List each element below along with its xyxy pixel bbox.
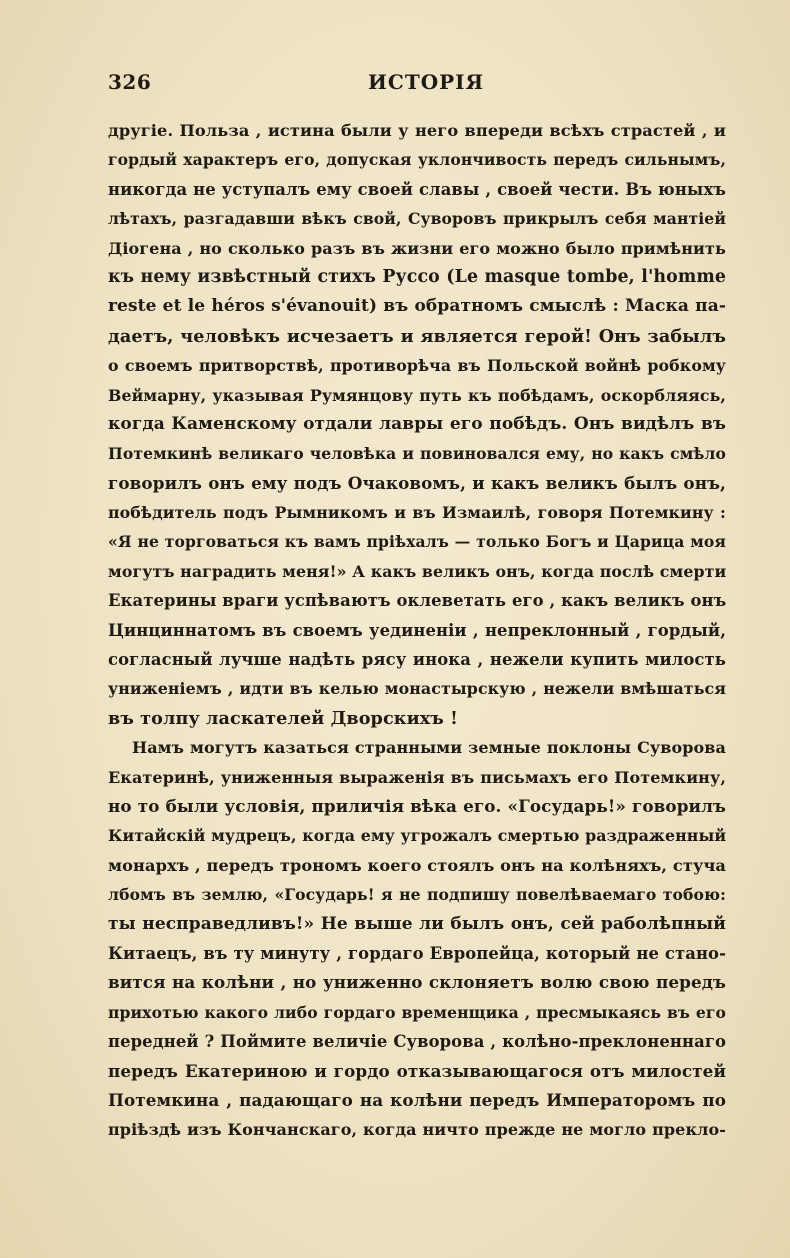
text-line: Веймарну, указывая Румянцову путь къ побѣдамъ, оскорбляясь, xyxy=(108,385,726,405)
text-line: могутъ наградить меня!» А какъ великъ онъ, когда послѣ смерти xyxy=(108,561,727,581)
text-line: передней ? Поймите величіе Суворова , колѣно-преклоненнаго xyxy=(108,1032,726,1052)
page-number: 326 xyxy=(108,70,152,94)
text-line: униженіемъ , идти въ келью монастырскую , нежели вмѣшаться xyxy=(108,679,726,699)
text-line: побѣдитель подъ Рымникомъ и въ Измаилѣ, говоря Потемкину : xyxy=(108,503,726,523)
text-line: Екатерины враги успѣваютъ оклеветать его , какъ великъ онъ xyxy=(108,591,727,611)
text-line: пріѣздѣ изъ Кончанскаго, когда ничто прежде не могло прекло- xyxy=(108,1120,726,1140)
text-line: о своемъ притворствѣ, противорѣча въ Польской войнѣ робкому xyxy=(108,356,726,376)
text-line: передъ Екатериною и гордо отказывающагося отъ милостей xyxy=(108,1060,726,1081)
text-line: вится на колѣни , но униженно склоняетъ волю свою передъ xyxy=(108,972,726,993)
text-line: reste et le héros s'évanouit) въ обратномъ смыслѣ : Маска па- xyxy=(108,296,726,317)
text-line: гордый характеръ его, допуская уклончивость передъ сильнымъ, xyxy=(108,150,726,170)
text-line: говорилъ онъ ему подъ Очаковомъ, и какъ великъ былъ онъ, xyxy=(108,472,726,493)
body-text xyxy=(108,116,726,1145)
text-line: Потемкина , падающаго на колѣни передъ Императоромъ по xyxy=(108,1089,726,1110)
text-line: Цинциннатомъ въ своемъ уединеніи , непреклонный , гордый, xyxy=(108,620,726,640)
text-line: въ толпу ласкателей Дворскихъ ! xyxy=(108,707,458,729)
text-line: другіе. Польза , истина были у него впереди всѣхъ страстей , и xyxy=(108,121,726,140)
text-line: Діогена , но сколько разъ въ жизни его можно было примѣнить xyxy=(108,238,726,258)
text-line: лѣтахъ, разгадавши вѣкъ свой, Суворовъ прикрылъ себя мантіей xyxy=(108,209,726,229)
page-header xyxy=(108,70,730,100)
text-line: къ нему извѣстный стихъ Руссо (Le masque tombe, l'homme xyxy=(108,266,726,287)
text-line: прихотью какого либо гордаго временщика , пресмыкаясь въ его xyxy=(108,1002,726,1022)
text-line: монархъ , передъ трономъ коего стоялъ онъ на колѣняхъ, стуча xyxy=(108,855,726,875)
text-line: никогда не уступалъ ему своей славы , своей чести. Въ юныхъ xyxy=(108,179,726,199)
text-line: но то были условія, приличія вѣка его. «Государь!» говорилъ xyxy=(108,795,726,816)
running-title: ИСТОРІЯ xyxy=(368,70,485,94)
text-line: даетъ, человѣкъ исчезаетъ и является герой! Онъ забылъ xyxy=(108,325,726,347)
text-line: Екатеринѣ, униженныя выраженія въ письмахъ его Потемкину, xyxy=(108,767,726,787)
text-line: «Я не торговаться къ вамъ пріѣхалъ — только Богъ и Царица моя xyxy=(108,532,726,552)
text-line: Китаецъ, въ ту минуту , гордаго Европейца, который не стано- xyxy=(108,943,726,963)
text-line: ты несправедливъ!» Не выше ли былъ онъ, сей раболѣпный xyxy=(108,913,726,934)
text-line: Намъ могутъ казаться странными земные поклоны Суворова xyxy=(132,738,726,758)
text-line: Потемкинѣ великаго человѣка и повиновался ему, но какъ смѣло xyxy=(108,444,726,464)
text-line: лбомъ въ землю, «Государь! я не подпишу повелѣваемаго тобою: xyxy=(108,885,726,905)
text-line: согласный лучше надѣть рясу инока , нежели купить милость xyxy=(108,650,726,670)
text-line: когда Каменскому отдали лавры его побѣдъ. Онъ видѣлъ въ xyxy=(108,413,726,434)
text-line: Китайскій мудрецъ, когда ему угрожалъ смертью раздраженный xyxy=(108,826,727,846)
